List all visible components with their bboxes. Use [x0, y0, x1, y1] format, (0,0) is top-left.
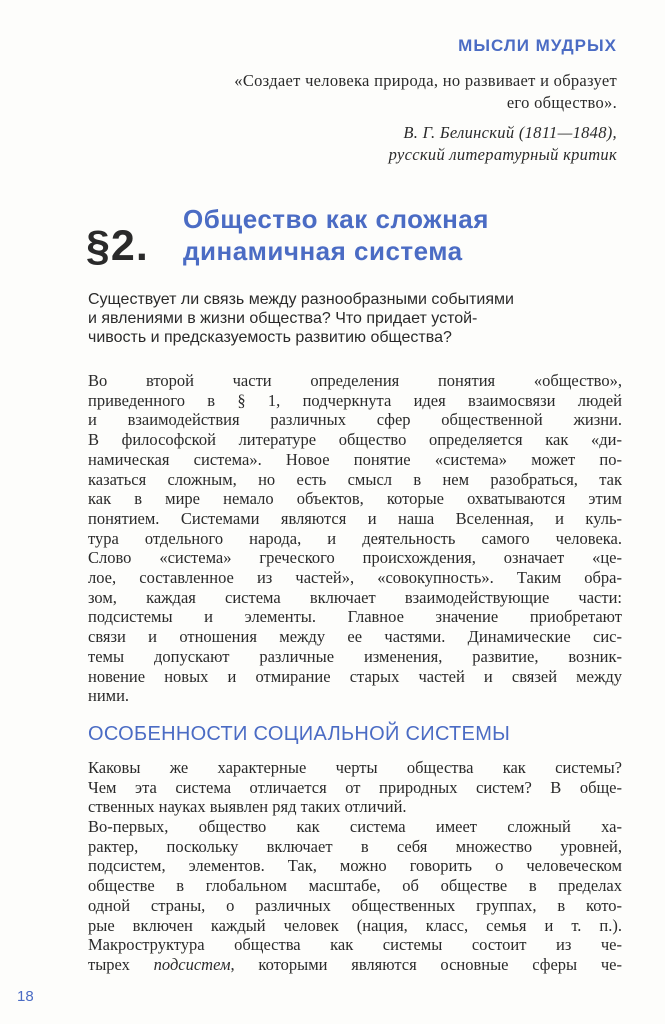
- page-number: 18: [17, 988, 34, 1005]
- lead-question-line: чивость и предсказуемость развитию общества?: [88, 329, 452, 346]
- lead-question-line: и явлениями в жизни общества? Что придает устой-: [88, 310, 478, 327]
- quote-line: «Создает человека природа, но развивает и образует: [234, 71, 617, 90]
- section-title-line: динамичная система: [183, 236, 463, 266]
- text-line: Во-первых, общество как система имеет сложный ха-: [88, 817, 622, 836]
- text-line: подсистем, элементов. Так, можно говорить о человеческом: [88, 856, 622, 876]
- text-line: [88, 955, 622, 975]
- quote-line: его общество».: [506, 93, 617, 112]
- text-line: намическая система». Новое понятие «система» может по-: [88, 449, 622, 469]
- text-line: Во второй части определения понятия «общество»,: [88, 371, 622, 390]
- section-number: §2.: [86, 222, 149, 270]
- text-line: подсистемы и элементы. Главное значение приобретают: [88, 607, 622, 627]
- text-line: понятием. Системами являются и наша Вселенная, и куль-: [88, 508, 622, 528]
- lead-question-line: Существует ли связь между разнообразными событиями: [88, 291, 514, 308]
- paragraph-2: [88, 758, 622, 817]
- text-line: тура отдельного народа, и деятельность самого человека.: [88, 528, 622, 548]
- text-line: одной страны, о различных общественных группах, в кото-: [88, 895, 622, 915]
- text-line: казаться сложным, но есть смысл в нем разобраться, так: [88, 469, 622, 489]
- author-description: русский литературный критик: [388, 145, 617, 164]
- paragraph-3: [88, 817, 622, 935]
- text-line: Слово «система» греческого происхождения, означает «це-: [88, 548, 622, 568]
- text-line: ственных науках выявлен ряд таких отличий.: [88, 797, 407, 817]
- text-line: Каковы же характерные черты общества как системы?: [88, 758, 622, 777]
- paragraph-1: [88, 371, 622, 706]
- text-line: темы допускают различные изменения, развитие, возник-: [88, 646, 622, 666]
- text-line: рые включен каждый человек (нация, класс, семья и т. п.).: [88, 915, 622, 935]
- author-name: В. Г. Белинский (1811—1848),: [403, 123, 617, 142]
- emphasized-term: подсистем: [153, 954, 231, 974]
- text-line: зом, каждая система включает взаимодействующие части:: [88, 587, 622, 607]
- text-line: приведенного в § 1, подчеркнута идея взаимосвязи людей: [88, 390, 622, 410]
- text-line: связи и отношения между ее частями. Динамические сис-: [88, 627, 622, 647]
- text-fragment: тырех: [88, 954, 154, 974]
- paragraph-4: [88, 935, 622, 974]
- subheading: ОСОБЕННОСТИ СОЦИАЛЬНОЙ СИСТЕМЫ: [88, 723, 511, 745]
- wisdom-quote: [108, 70, 617, 114]
- text-line: Макроструктура общества как системы состоит из че-: [88, 935, 622, 954]
- section-title: [183, 203, 603, 267]
- text-fragment: , которыми являются основные сферы че-: [230, 954, 622, 974]
- text-line: рактер, поскольку включает в себя множество уровней,: [88, 836, 622, 856]
- text-line: новение новых и отмирание старых частей и связей между: [88, 666, 622, 686]
- wisdom-heading: МЫСЛИ МУДРЫХ: [458, 36, 617, 55]
- section-title-line: Общество как сложная: [183, 204, 489, 234]
- text-line: ними.: [88, 686, 130, 706]
- text-line: В философской литературе общество определяется как «ди-: [88, 430, 622, 450]
- quote-author: [389, 122, 617, 166]
- text-line: лое, составленное из частей», «совокупность». Таким обра-: [88, 568, 622, 588]
- text-line: как в мире немало объектов, которые охватываются этим: [88, 489, 622, 509]
- text-line: и взаимодействия различных сфер общественной жизни.: [88, 410, 622, 430]
- text-line: обществе в глобальном масштабе, об обществе в пределах: [88, 876, 622, 896]
- text-line: Чем эта система отличается от природных систем? В обще-: [88, 777, 622, 797]
- lead-question: [88, 290, 620, 347]
